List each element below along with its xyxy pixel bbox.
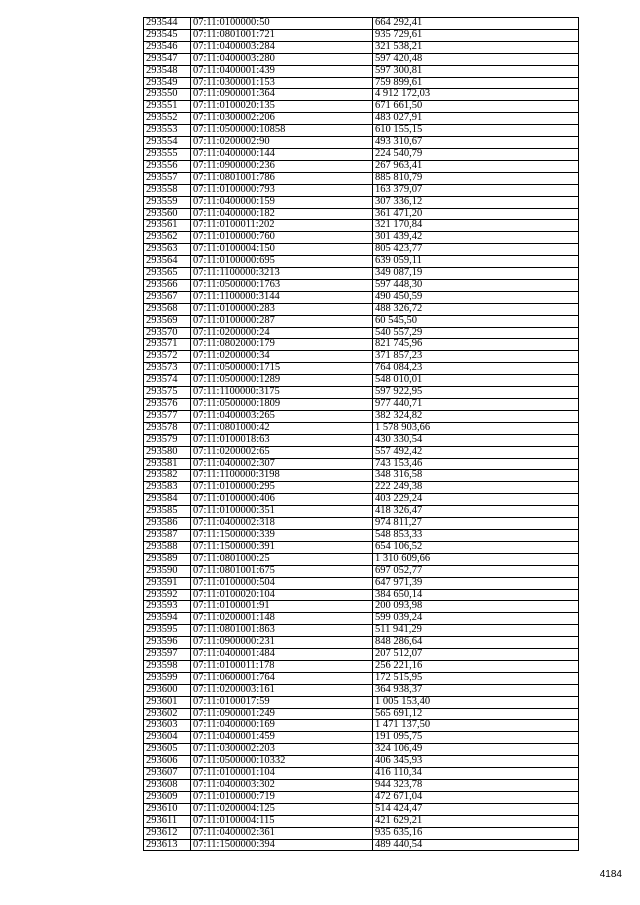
cadastral-number-cell: 07:11:1100000:3198	[191, 470, 373, 482]
value-cell: 597 448,30	[373, 279, 579, 291]
table-row	[144, 315, 579, 327]
row-id-cell: 293605	[144, 744, 191, 756]
table-row	[144, 637, 579, 649]
row-id-cell: 293603	[144, 720, 191, 732]
value-cell: 885 810,79	[373, 172, 579, 184]
table-row	[144, 291, 579, 303]
row-id-cell: 293588	[144, 541, 191, 553]
cadastral-number-cell: 07:11:0200001:148	[191, 613, 373, 625]
table-row	[144, 160, 579, 172]
table-row	[144, 482, 579, 494]
row-id-cell: 293590	[144, 565, 191, 577]
cadastral-number-cell: 07:11:1500000:391	[191, 541, 373, 553]
value-cell: 610 155,15	[373, 125, 579, 137]
table-row	[144, 541, 579, 553]
table-row	[144, 803, 579, 815]
row-id-cell: 293568	[144, 303, 191, 315]
cadastral-number-cell: 07:11:0801001:863	[191, 625, 373, 637]
row-id-cell: 293571	[144, 339, 191, 351]
row-id-cell: 293557	[144, 172, 191, 184]
cadastral-number-cell: 07:11:0801000:42	[191, 422, 373, 434]
cadastral-number-cell: 07:11:0801000:25	[191, 553, 373, 565]
row-id-cell: 293601	[144, 696, 191, 708]
table-row	[144, 410, 579, 422]
row-id-cell: 293562	[144, 232, 191, 244]
table-row	[144, 196, 579, 208]
cadastral-number-cell: 07:11:0100000:295	[191, 482, 373, 494]
value-cell: 540 557,29	[373, 327, 579, 339]
table-row	[144, 565, 579, 577]
value-cell: 321 170,84	[373, 220, 579, 232]
cadastral-number-cell: 07:11:0400000:182	[191, 208, 373, 220]
value-cell: 4 912 172,03	[373, 89, 579, 101]
value-cell: 664 292,41	[373, 18, 579, 30]
table-row	[144, 494, 579, 506]
cadastral-number-cell: 07:11:1100000:3213	[191, 268, 373, 280]
row-id-cell: 293580	[144, 446, 191, 458]
cadastral-number-cell: 07:11:0900001:249	[191, 708, 373, 720]
value-cell: 416 110,34	[373, 768, 579, 780]
table-row	[144, 244, 579, 256]
value-cell: 172 515,95	[373, 672, 579, 684]
row-id-cell: 293564	[144, 256, 191, 268]
table-row	[144, 77, 579, 89]
row-id-cell: 293587	[144, 529, 191, 541]
table-row	[144, 29, 579, 41]
value-cell: 639 059,11	[373, 256, 579, 268]
value-cell: 697 052,77	[373, 565, 579, 577]
row-id-cell: 293581	[144, 458, 191, 470]
cadastral-number-cell: 07:11:0400001:484	[191, 649, 373, 661]
value-cell: 382 324,82	[373, 410, 579, 422]
table-row	[144, 256, 579, 268]
row-id-cell: 293549	[144, 77, 191, 89]
value-cell: 324 106,49	[373, 744, 579, 756]
cadastral-number-cell: 07:11:0500000:10858	[191, 125, 373, 137]
table-row	[144, 780, 579, 792]
value-cell: 348 316,58	[373, 470, 579, 482]
table-row	[144, 553, 579, 565]
table-row	[144, 589, 579, 601]
table-row	[144, 506, 579, 518]
table-row	[144, 660, 579, 672]
cadastral-number-cell: 07:11:0801001:675	[191, 565, 373, 577]
table-row	[144, 446, 579, 458]
table-row	[144, 399, 579, 411]
cadastral-number-cell: 07:11:1500000:394	[191, 839, 373, 851]
row-id-cell: 293551	[144, 101, 191, 113]
value-cell: 321 538,21	[373, 41, 579, 53]
value-cell: 557 492,42	[373, 446, 579, 458]
table-row	[144, 601, 579, 613]
cadastral-number-cell: 07:11:0900000:231	[191, 637, 373, 649]
cadastral-number-cell: 07:11:0400002:318	[191, 518, 373, 530]
table-row	[144, 148, 579, 160]
cadastral-number-cell: 07:11:0100000:719	[191, 791, 373, 803]
table-row	[144, 708, 579, 720]
table-row	[144, 232, 579, 244]
cadastral-number-cell: 07:11:0100001:91	[191, 601, 373, 613]
cadastral-number-cell: 07:11:0100000:50	[191, 18, 373, 30]
table-row	[144, 113, 579, 125]
table-row	[144, 375, 579, 387]
cadastral-number-cell: 07:11:0500000:1715	[191, 363, 373, 375]
cadastral-number-cell: 07:11:0100000:695	[191, 256, 373, 268]
row-id-cell: 293589	[144, 553, 191, 565]
table-row	[144, 839, 579, 851]
table-row	[144, 65, 579, 77]
value-cell: 565 691,12	[373, 708, 579, 720]
value-cell: 361 471,20	[373, 208, 579, 220]
value-cell: 1 310 609,66	[373, 553, 579, 565]
cadastral-number-cell: 07:11:0100000:406	[191, 494, 373, 506]
row-id-cell: 293545	[144, 29, 191, 41]
cadastral-number-cell: 07:11:0400003:280	[191, 53, 373, 65]
row-id-cell: 293583	[144, 482, 191, 494]
row-id-cell: 293611	[144, 815, 191, 827]
row-id-cell: 293606	[144, 756, 191, 768]
table-row	[144, 756, 579, 768]
value-cell: 511 941,29	[373, 625, 579, 637]
row-id-cell: 293613	[144, 839, 191, 851]
value-cell: 472 671,04	[373, 791, 579, 803]
value-cell: 493 310,67	[373, 137, 579, 149]
row-id-cell: 293560	[144, 208, 191, 220]
cadastral-number-cell: 07:11:0100000:283	[191, 303, 373, 315]
row-id-cell: 293577	[144, 410, 191, 422]
table-row	[144, 279, 579, 291]
row-id-cell: 293570	[144, 327, 191, 339]
cadastral-number-cell: 07:11:1500000:339	[191, 529, 373, 541]
value-cell: 805 423,77	[373, 244, 579, 256]
row-id-cell: 293608	[144, 780, 191, 792]
value-cell: 548 853,33	[373, 529, 579, 541]
row-id-cell: 293578	[144, 422, 191, 434]
table-row	[144, 101, 579, 113]
value-cell: 743 153,46	[373, 458, 579, 470]
table-row	[144, 529, 579, 541]
table-row	[144, 268, 579, 280]
row-id-cell: 293579	[144, 434, 191, 446]
row-id-cell: 293609	[144, 791, 191, 803]
table-row	[144, 732, 579, 744]
value-cell: 848 286,64	[373, 637, 579, 649]
cadastral-number-cell: 07:11:0801001:721	[191, 29, 373, 41]
row-id-cell: 293598	[144, 660, 191, 672]
value-cell: 364 938,37	[373, 684, 579, 696]
table-row	[144, 18, 579, 30]
row-id-cell: 293552	[144, 113, 191, 125]
row-id-cell: 293602	[144, 708, 191, 720]
cadastral-number-cell: 07:11:0400001:459	[191, 732, 373, 744]
value-cell: 597 300,81	[373, 65, 579, 77]
row-id-cell: 293576	[144, 399, 191, 411]
row-id-cell: 293610	[144, 803, 191, 815]
value-cell: 403 229,24	[373, 494, 579, 506]
table-row	[144, 827, 579, 839]
cadastral-number-cell: 07:11:0200004:125	[191, 803, 373, 815]
table-row	[144, 577, 579, 589]
row-id-cell: 293546	[144, 41, 191, 53]
row-id-cell: 293592	[144, 589, 191, 601]
value-cell: 430 330,54	[373, 434, 579, 446]
value-cell: 548 010,01	[373, 375, 579, 387]
table-row	[144, 89, 579, 101]
table-row	[144, 327, 579, 339]
table-row	[144, 613, 579, 625]
value-cell: 935 635,16	[373, 827, 579, 839]
cadastral-number-cell: 07:11:0200002:65	[191, 446, 373, 458]
value-cell: 349 087,19	[373, 268, 579, 280]
cadastral-number-cell: 07:11:0100000:287	[191, 315, 373, 327]
value-cell: 935 729,61	[373, 29, 579, 41]
value-cell: 483 027,91	[373, 113, 579, 125]
cadastral-number-cell: 07:11:0100011:202	[191, 220, 373, 232]
cadastral-number-cell: 07:11:1100000:3144	[191, 291, 373, 303]
row-id-cell: 293573	[144, 363, 191, 375]
value-cell: 256 221,16	[373, 660, 579, 672]
cadastral-number-cell: 07:11:0900001:364	[191, 89, 373, 101]
table-row	[144, 625, 579, 637]
value-cell: 1 578 903,66	[373, 422, 579, 434]
value-cell: 60 545,50	[373, 315, 579, 327]
cadastral-number-cell: 07:11:0200000:24	[191, 327, 373, 339]
cadastral-number-cell: 07:11:0500000:1763	[191, 279, 373, 291]
value-cell: 597 420,48	[373, 53, 579, 65]
table-row	[144, 303, 579, 315]
value-cell: 307 336,12	[373, 196, 579, 208]
value-cell: 222 249,38	[373, 482, 579, 494]
table-row	[144, 387, 579, 399]
table-row	[144, 768, 579, 780]
row-id-cell: 293591	[144, 577, 191, 589]
row-id-cell: 293548	[144, 65, 191, 77]
row-id-cell: 293565	[144, 268, 191, 280]
cadastral-number-cell: 07:11:0300002:206	[191, 113, 373, 125]
value-cell: 759 899,61	[373, 77, 579, 89]
value-cell: 200 093,98	[373, 601, 579, 613]
table-row	[144, 470, 579, 482]
cadastral-number-cell: 07:11:0100004:115	[191, 815, 373, 827]
cadastral-number-cell: 07:11:0100017:59	[191, 696, 373, 708]
row-id-cell: 293561	[144, 220, 191, 232]
table-row	[144, 518, 579, 530]
value-cell: 944 323,78	[373, 780, 579, 792]
row-id-cell: 293612	[144, 827, 191, 839]
value-cell: 406 345,93	[373, 756, 579, 768]
row-id-cell: 293559	[144, 196, 191, 208]
cadastral-number-cell: 07:11:0600001:764	[191, 672, 373, 684]
row-id-cell: 293607	[144, 768, 191, 780]
row-id-cell: 293563	[144, 244, 191, 256]
cadastral-number-cell: 07:11:0100020:104	[191, 589, 373, 601]
cadastral-number-cell: 07:11:0400003:265	[191, 410, 373, 422]
table-row	[144, 125, 579, 137]
cadastral-number-cell: 07:11:0100000:504	[191, 577, 373, 589]
row-id-cell: 293544	[144, 18, 191, 30]
cadastral-number-cell: 07:11:0100000:760	[191, 232, 373, 244]
row-id-cell: 293555	[144, 148, 191, 160]
value-cell: 421 629,21	[373, 815, 579, 827]
value-cell: 490 450,59	[373, 291, 579, 303]
value-cell: 418 326,47	[373, 506, 579, 518]
cadastral-number-cell: 07:11:0100000:793	[191, 184, 373, 196]
value-cell: 191 095,75	[373, 732, 579, 744]
row-id-cell: 293575	[144, 387, 191, 399]
table-row	[144, 184, 579, 196]
cadastral-number-cell: 07:11:0400002:307	[191, 458, 373, 470]
value-cell: 1 471 137,50	[373, 720, 579, 732]
row-id-cell: 293554	[144, 137, 191, 149]
table-row	[144, 41, 579, 53]
cadastral-number-cell: 07:11:0200000:34	[191, 351, 373, 363]
value-cell: 1 005 153,40	[373, 696, 579, 708]
row-id-cell: 293596	[144, 637, 191, 649]
row-id-cell: 293586	[144, 518, 191, 530]
cadastral-number-cell: 07:11:0400000:169	[191, 720, 373, 732]
table-row	[144, 649, 579, 661]
row-id-cell: 293594	[144, 613, 191, 625]
value-cell: 599 039,24	[373, 613, 579, 625]
value-cell: 654 106,52	[373, 541, 579, 553]
row-id-cell: 293597	[144, 649, 191, 661]
value-cell: 163 379,07	[373, 184, 579, 196]
cadastral-number-cell: 07:11:0100004:150	[191, 244, 373, 256]
row-id-cell: 293584	[144, 494, 191, 506]
table-row	[144, 434, 579, 446]
row-id-cell: 293582	[144, 470, 191, 482]
cadastral-number-cell: 07:11:0100000:351	[191, 506, 373, 518]
row-id-cell: 293556	[144, 160, 191, 172]
table-row	[144, 720, 579, 732]
cadastral-number-cell: 07:11:0100020:135	[191, 101, 373, 113]
value-cell: 224 540,79	[373, 148, 579, 160]
cadastral-number-cell: 07:11:0300002:203	[191, 744, 373, 756]
cadastral-number-cell: 07:11:0100018:63	[191, 434, 373, 446]
value-cell: 207 512,07	[373, 649, 579, 661]
cadastral-number-cell: 07:11:0400000:159	[191, 196, 373, 208]
table-row	[144, 172, 579, 184]
value-cell: 301 439,42	[373, 232, 579, 244]
row-id-cell: 293550	[144, 89, 191, 101]
table-row	[144, 684, 579, 696]
table-row	[144, 208, 579, 220]
table-row	[144, 744, 579, 756]
table-row	[144, 422, 579, 434]
cadastral-number-cell: 07:11:0200002:90	[191, 137, 373, 149]
cadastral-number-cell: 07:11:0400003:284	[191, 41, 373, 53]
cadastral-number-cell: 07:11:0500000:10332	[191, 756, 373, 768]
value-cell: 974 811,27	[373, 518, 579, 530]
row-id-cell: 293574	[144, 375, 191, 387]
row-id-cell: 293595	[144, 625, 191, 637]
value-cell: 489 440,54	[373, 839, 579, 851]
cadastral-number-cell: 07:11:0200003:161	[191, 684, 373, 696]
table-row	[144, 791, 579, 803]
value-cell: 671 661,50	[373, 101, 579, 113]
row-id-cell: 293572	[144, 351, 191, 363]
row-id-cell: 293558	[144, 184, 191, 196]
value-cell: 977 440,71	[373, 399, 579, 411]
cadastral-number-cell: 07:11:0900000:236	[191, 160, 373, 172]
table-row	[144, 363, 579, 375]
table-row	[144, 220, 579, 232]
cadastral-number-cell: 07:11:0500000:1289	[191, 375, 373, 387]
cadastral-number-cell: 07:11:0400000:144	[191, 148, 373, 160]
row-id-cell: 293567	[144, 291, 191, 303]
table-row	[144, 696, 579, 708]
value-cell: 821 745,96	[373, 339, 579, 351]
row-id-cell: 293566	[144, 279, 191, 291]
row-id-cell: 293569	[144, 315, 191, 327]
cadastral-number-cell: 07:11:0300001:153	[191, 77, 373, 89]
value-cell: 764 084,23	[373, 363, 579, 375]
row-id-cell: 293593	[144, 601, 191, 613]
table-row	[144, 351, 579, 363]
cadastral-number-cell: 07:11:0100011:178	[191, 660, 373, 672]
table-body	[144, 18, 579, 851]
value-cell: 597 922,95	[373, 387, 579, 399]
table-row	[144, 53, 579, 65]
row-id-cell: 293547	[144, 53, 191, 65]
data-table	[143, 17, 579, 851]
row-id-cell: 293604	[144, 732, 191, 744]
table-row	[144, 458, 579, 470]
row-id-cell: 293553	[144, 125, 191, 137]
cadastral-number-cell: 07:11:0801001:786	[191, 172, 373, 184]
cadastral-number-cell: 07:11:0400003:302	[191, 780, 373, 792]
cadastral-number-cell: 07:11:0500000:1809	[191, 399, 373, 411]
value-cell: 267 963,41	[373, 160, 579, 172]
value-cell: 647 971,39	[373, 577, 579, 589]
table-row	[144, 672, 579, 684]
row-id-cell: 293600	[144, 684, 191, 696]
table-row	[144, 137, 579, 149]
table-row	[144, 815, 579, 827]
value-cell: 371 857,23	[373, 351, 579, 363]
row-id-cell: 293585	[144, 506, 191, 518]
table-row	[144, 339, 579, 351]
row-id-cell: 293599	[144, 672, 191, 684]
value-cell: 488 326,72	[373, 303, 579, 315]
cadastral-number-cell: 07:11:0802000:179	[191, 339, 373, 351]
cadastral-number-cell: 07:11:0400002:361	[191, 827, 373, 839]
cadastral-number-cell: 07:11:1100000:3175	[191, 387, 373, 399]
cadastral-number-cell: 07:11:0100001:104	[191, 768, 373, 780]
page-number: 4184	[599, 869, 622, 880]
value-cell: 514 424,47	[373, 803, 579, 815]
value-cell: 384 650,14	[373, 589, 579, 601]
cadastral-number-cell: 07:11:0400001:439	[191, 65, 373, 77]
